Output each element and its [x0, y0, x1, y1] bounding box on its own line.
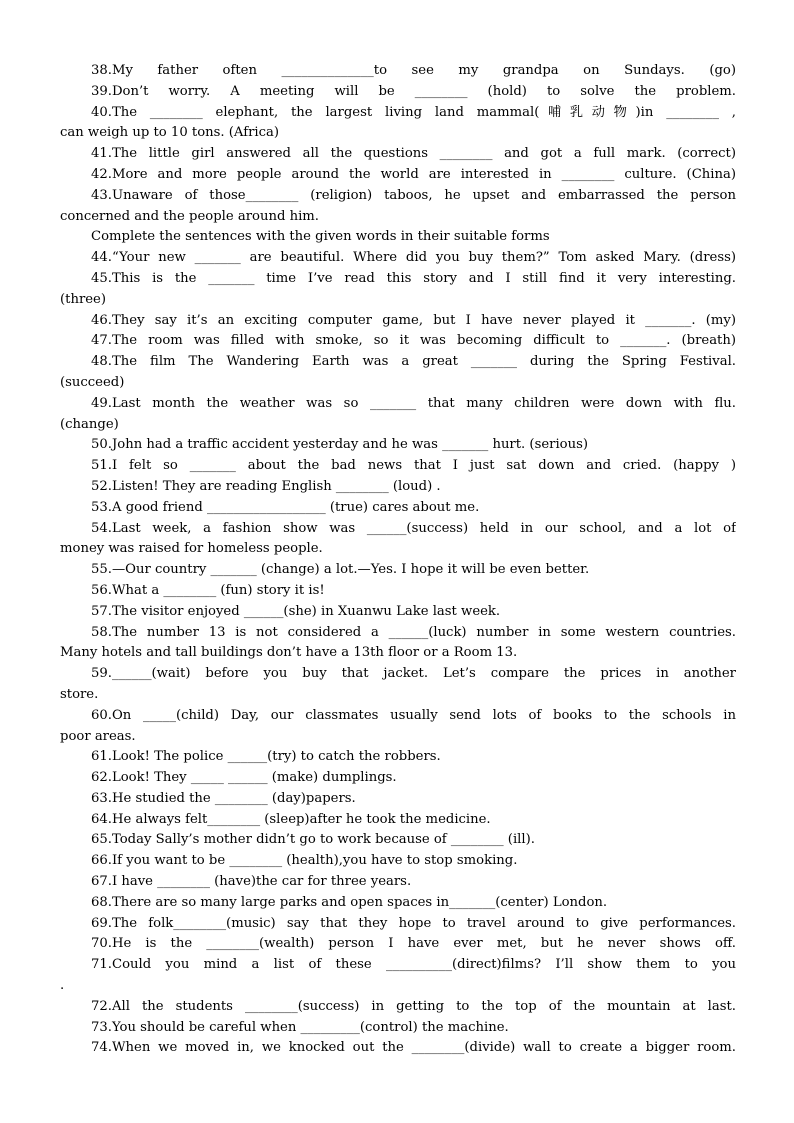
text-line: poor areas. [60, 728, 136, 744]
text-line: 55.—Our country _______ (change) a lot.—Yes. I hope it will be even better. [91, 562, 590, 578]
text-line: 61.Look! The police ______(try) to catch the robbers. [91, 749, 441, 765]
text-line: 69.The folk________(music) say that they hope to travel around to give performances. [91, 915, 736, 931]
text-line: 66.If you want to be ________ (health),you have to stop smoking. [91, 853, 518, 869]
text-line: 48.The film The Wandering Earth was a great _______ during the Spring Festival. [91, 354, 736, 370]
text-line: 59.______(wait) before you buy that jacket. Let’s compare the prices in another [91, 666, 736, 682]
text-line: 71.Could you mind a list of these __________(direct)films? I’ll show them to you [91, 957, 736, 973]
text-line: 45.This is the _______ time I’ve read this story and I still find it very interesting. [91, 270, 736, 286]
text-line: 49.Last month the weather was so _______ that many children were down with flu. [91, 395, 736, 411]
text-line: 50.John had a traffic accident yesterday and he was _______ hurt. (serious) [91, 437, 589, 453]
text-line: 54.Last week, a fashion show was ______(success) held in our school, and a lot of [91, 520, 736, 536]
text-line: 38.My father often ______________to see my grandpa on Sundays. (go) [91, 63, 736, 78]
text-line: 47.The room was filled with smoke, so it was becoming difficult to _______. (breath) [91, 333, 736, 349]
text-line: (succeed) [60, 374, 125, 390]
text-line: 40.The ________ elephant, the largest living land mammal(哺乳动物)in ________ , [91, 104, 736, 120]
text-line: 43.Unaware of those________ (religion) taboos, he upset and embarrassed the person [91, 187, 736, 203]
text-line: 57.The visitor enjoyed ______(she) in Xuanwu Lake last week. [91, 603, 501, 619]
text-line: . [60, 978, 65, 994]
text-line: 53.A good friend __________________ (true) cares about me. [91, 499, 480, 515]
text-line: 62.Look! They _____ ______ (make) dumplings. [91, 770, 397, 786]
text-line: store. [60, 686, 99, 702]
text-line: 74.When we moved in, we knocked out the ________(divide) wall to create a bigger room. [91, 1040, 736, 1056]
text-line: 39.Don’t worry. A meeting will be ________ (hold) to solve the problem. [91, 83, 736, 99]
text-line: (change) [60, 416, 119, 432]
text-line: 64.He always felt________ (sleep)after he took the medicine. [91, 811, 491, 827]
text-line: 73.You should be careful when _________(control) the machine. [91, 1019, 509, 1035]
text-line: 65.Today Sally’s mother didn’t go to work because of ________ (ill). [91, 832, 535, 848]
text-line: 41.The little girl answered all the questions ________ and got a full mark. (correct) [91, 146, 736, 162]
text-line: 44.“Your new _______ are beautiful. Where did you buy them?” Tom asked Mary. (dress) [91, 250, 736, 266]
text-line: 60.On _____(child) Day, our classmates usually send lots of books to the schools in [91, 707, 736, 723]
text-line: 42.More and more people around the world are interested in ________ culture. (China) [91, 166, 736, 182]
text-line: 68.There are so many large parks and open spaces in_______(center) London. [91, 894, 608, 910]
text-line: 72.All the students ________(success) in getting to the top of the mountain at last. [91, 998, 736, 1014]
text-line: 70.He is the ________(wealth) person I have ever met, but he never shows off. [91, 936, 736, 952]
text-line: 58.The number 13 is not considered a ______(luck) number in some western countries. [91, 624, 736, 640]
text-line: 56.What a ________ (fun) story it is! [91, 582, 325, 598]
text-line: can weigh up to 10 tons. (Africa) [60, 125, 280, 141]
text-line: 46.They say it’s an exciting computer game, but I have never played it _______. (my) [91, 312, 736, 328]
text-line: Complete the sentences with the given words in their suitable forms [91, 229, 550, 245]
text-line: 67.I have ________ (have)the car for three years. [91, 874, 412, 890]
text-line: 52.Listen! They are reading English ________ (loud) . [91, 478, 441, 494]
text-line: money was raised for homeless people. [60, 541, 323, 557]
text-line: (three) [60, 291, 106, 307]
text-line: Many hotels and tall buildings don’t have a 13th floor or a Room 13. [60, 645, 518, 661]
text-line: concerned and the people around him. [60, 208, 319, 224]
text-line: 63.He studied the ________ (day)papers. [91, 790, 356, 806]
text-line: 51.I felt so _______ about the bad news that I just sat down and cried. (happy ) [91, 458, 736, 474]
